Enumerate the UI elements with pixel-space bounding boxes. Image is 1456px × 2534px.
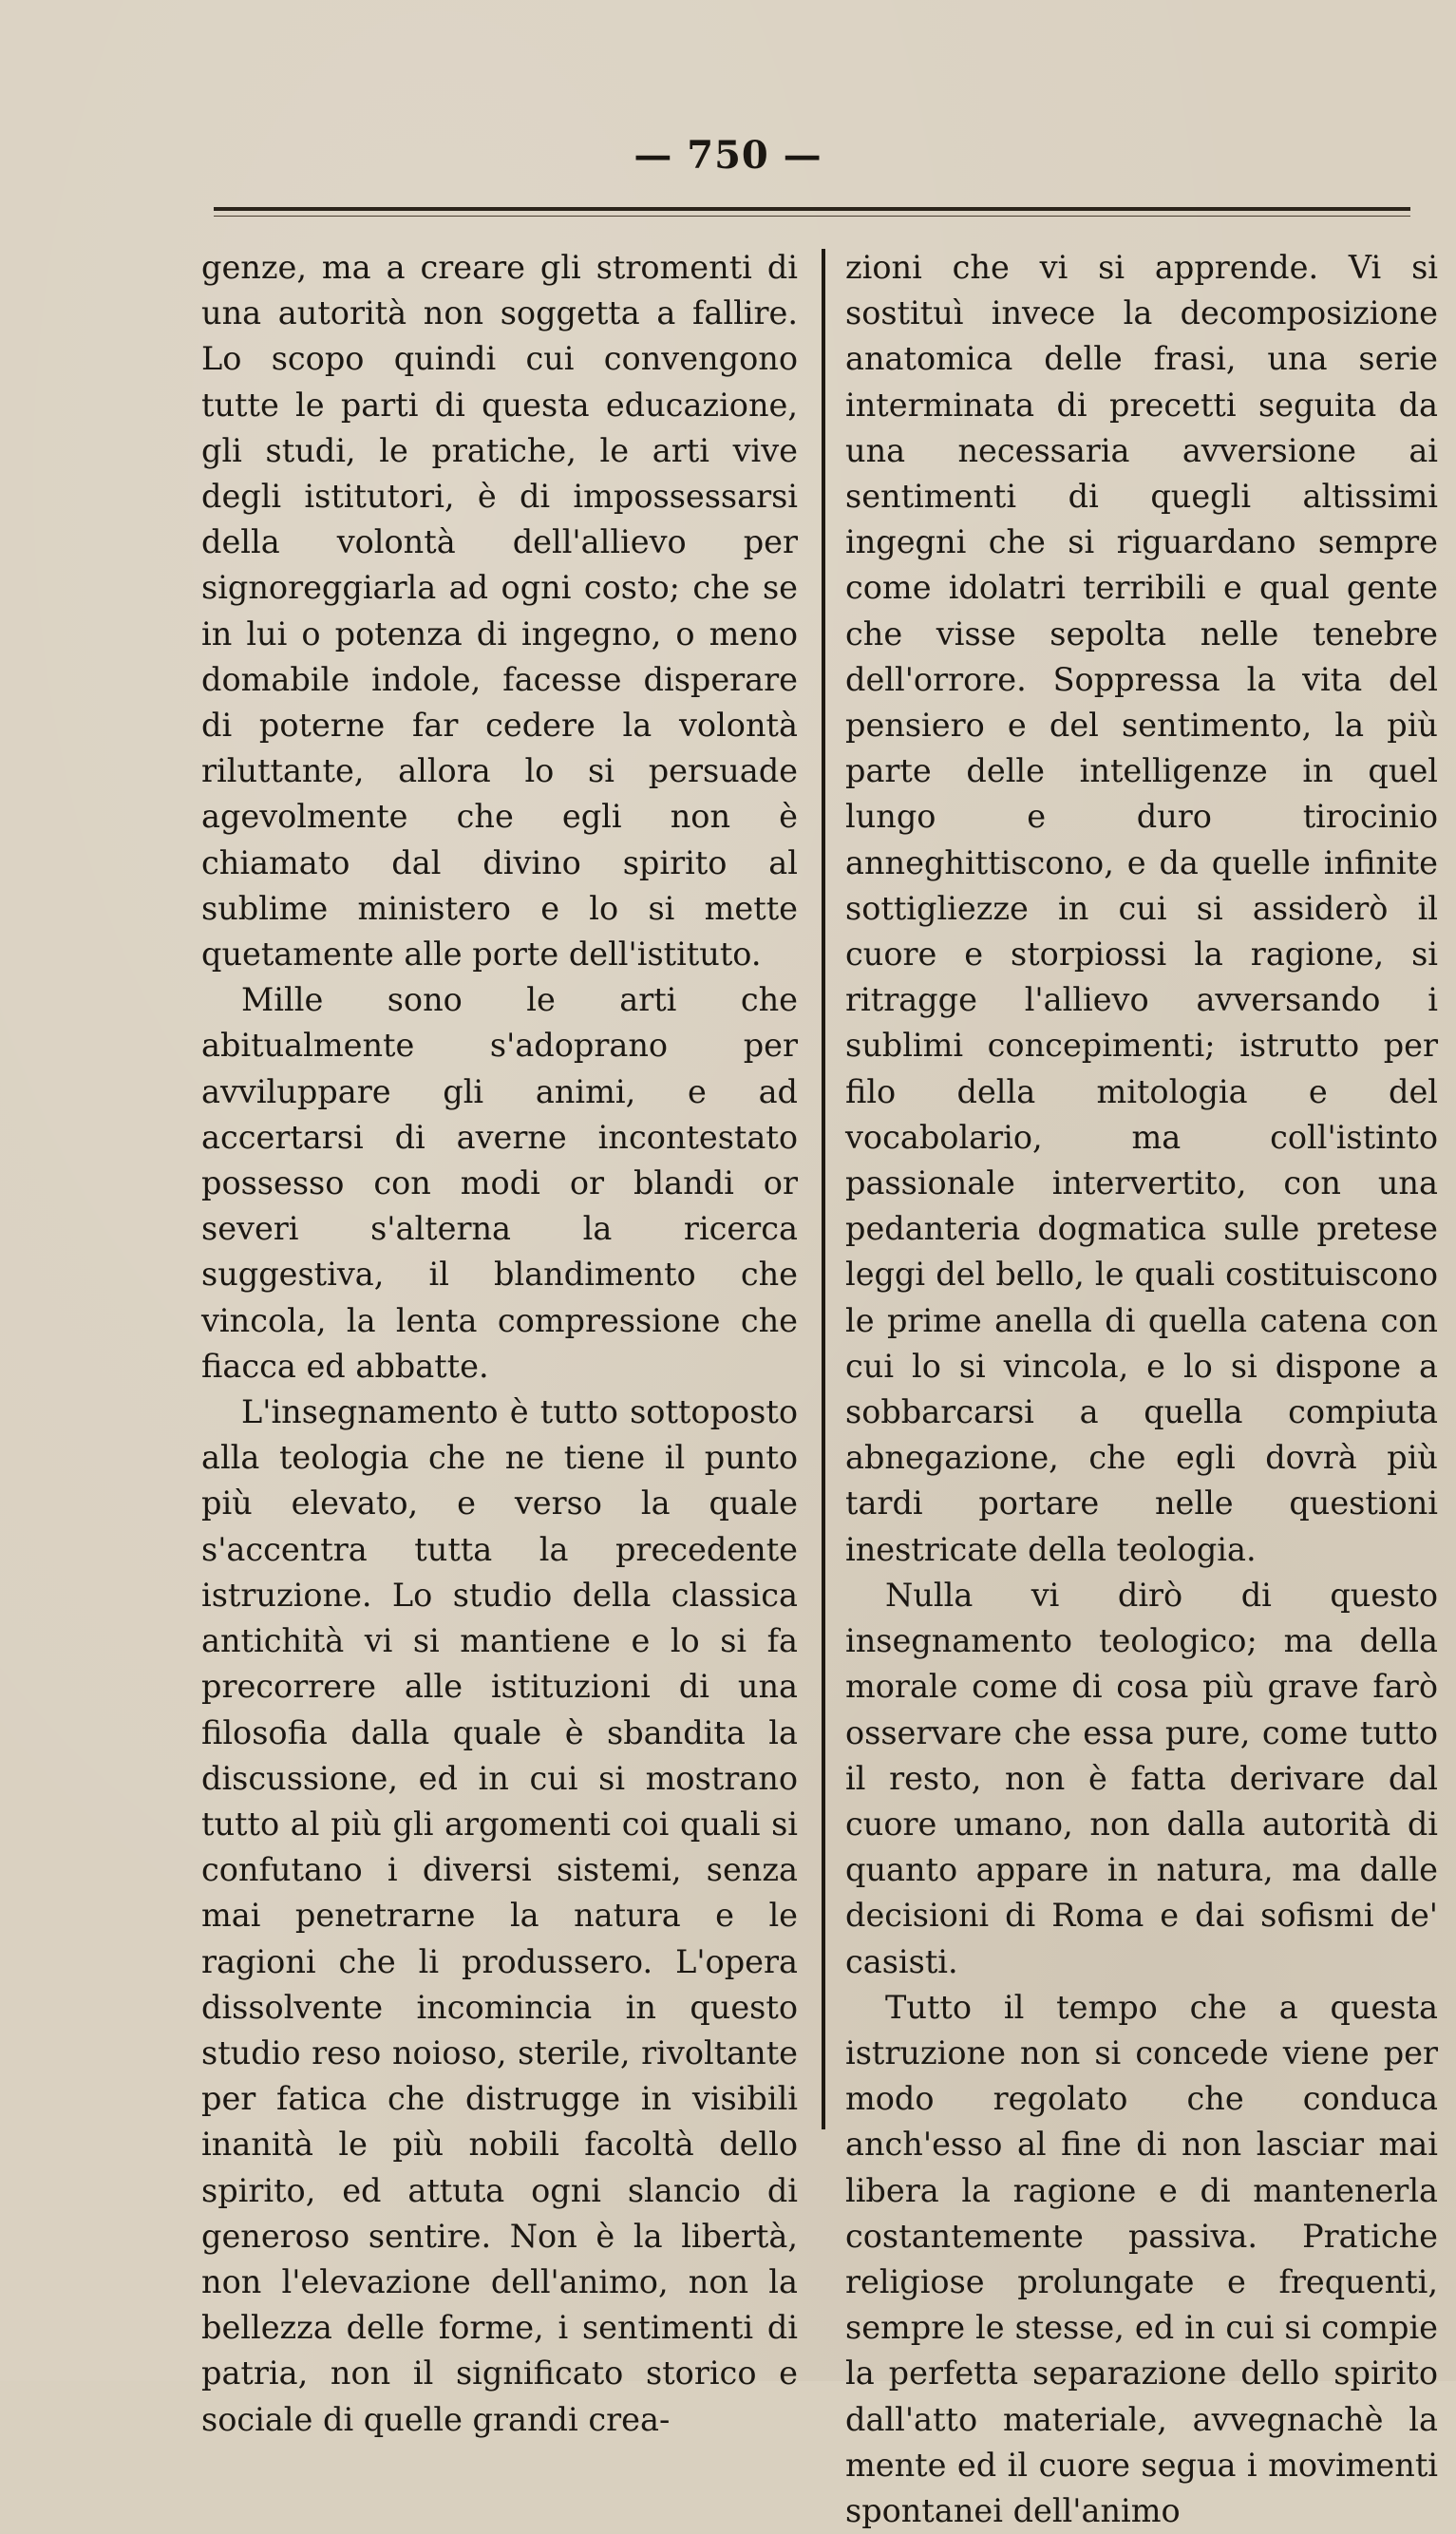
right-column	[845, 245, 1438, 2534]
left-paragraph-3: L'insegnamento è tutto sottoposto alla teologia che ne tiene il punto più elevato, e verso la quale s'accentra tutta la precedente istruzione. Lo studio della classica antichità vi si mantiene e lo si fa precorrere alle istituzioni di una filosofia dalla quale è sbandita la discussione, ed in cui si mostrano tutto al più gli argomenti coi quali si confutano i diversi sistemi, senza mai penetrarne la natura e le ragioni che li produssero. L'opera dissolvente incomincia in questo studio reso noioso, sterile, rivoltante per fatica che distrugge in visibili inanità le più nobili facoltà dello spirito, ed attuta ogni slancio di generoso sentire. Non è la libertà, non l'elevazione dell'animo, non la bellezza delle forme, i sentimenti di patria, non il significato storico e sociale di quelle grandi crea-	[201, 1393, 798, 2438]
right-paragraph-2: Nulla vi dirò di questo insegnamento teologico; ma della morale come di cosa più grave farò osservare che essa pure, come tutto il resto, non è fatta derivare dal cuore umano, non dalla autorità di quanto appare in natura, ma dalle decisioni di Roma e dai sofismi de' casisti.	[845, 1576, 1438, 1980]
header-rule-thin	[214, 216, 1410, 217]
right-paragraph-3: Tutto il tempo che a questa istruzione non si concede viene per modo regolato che conduca anch'esso al fine di non lasciar mai libera la ragione e di mantenerla costantemente passiva. Pratiche religiose prolungate e frequenti, sempre le stesse, ed in cui si compie la perfetta separazione dello spirito dall'atto materiale, avvegnachè la mente ed il cuore segua i movimenti spontanei dell'animo	[845, 1988, 1438, 2529]
column-divider	[822, 249, 825, 2129]
left-column	[201, 245, 798, 2443]
header-rule	[214, 207, 1410, 211]
left-paragraph-2: Mille sono le arti che abitualmente s'adoprano per avviluppare gli animi, e ad accertarsi di averne incontestato possesso con modi or blandi or severi s'alterna la ricerca suggestiva, il blandimento che vincola, la lenta compressione che fiacca ed abbatte.	[201, 981, 798, 1385]
right-paragraph-1: zioni che vi si apprende. Vi si sostituì invece la decomposizione anatomica delle frasi, una serie interminata di precetti seguita da una necessaria avversione ai sentimenti di quegli altissimi ingegni che si riguardano sempre come idolatri terribili e qual gente che visse sepolta nelle tenebre dell'orrore. Soppressa la vita del pensiero e del sentimento, la più parte delle intelligenze in quel lungo e duro tirocinio anneghittiscono, e da quelle infinite sottigliezze in cui si assiderò il cuore e storpiossi la ragione, si ritragge l'allievo avversando i sublimi concepimenti; istrutto per filo della mitologia e del vocabolario, ma coll'istinto passionale intervertito, con una pedanteria dogmatica sulle pretese leggi del bello, le quali costituiscono le prime anella di quella catena con cui lo si vincola, e lo si dispone a sobbarcarsi a quella compiuta abnegazione, che egli dovrà più tardi portare nelle questioni inestricate della teologia.	[845, 249, 1438, 1568]
page-number: — 750 —	[633, 133, 823, 178]
left-paragraph-1: genze, ma a creare gli stromenti di una autorità non soggetta a fallire. Lo scopo quindi cui convengono tutte le parti di questa educazione, gli studi, le pratiche, le arti vive degli istitutori, è di impossessarsi della volontà dell'allievo per signoreggiarla ad ogni costo; che se in lui o potenza di ingegno, o meno domabile indole, facesse disperare di poterne far cedere la volontà riluttante, allora lo si persuade agevolmente che egli non è chiamato dal divino spirito al sublime ministero e lo si mette quetamente alle porte dell'istituto.	[201, 249, 798, 974]
